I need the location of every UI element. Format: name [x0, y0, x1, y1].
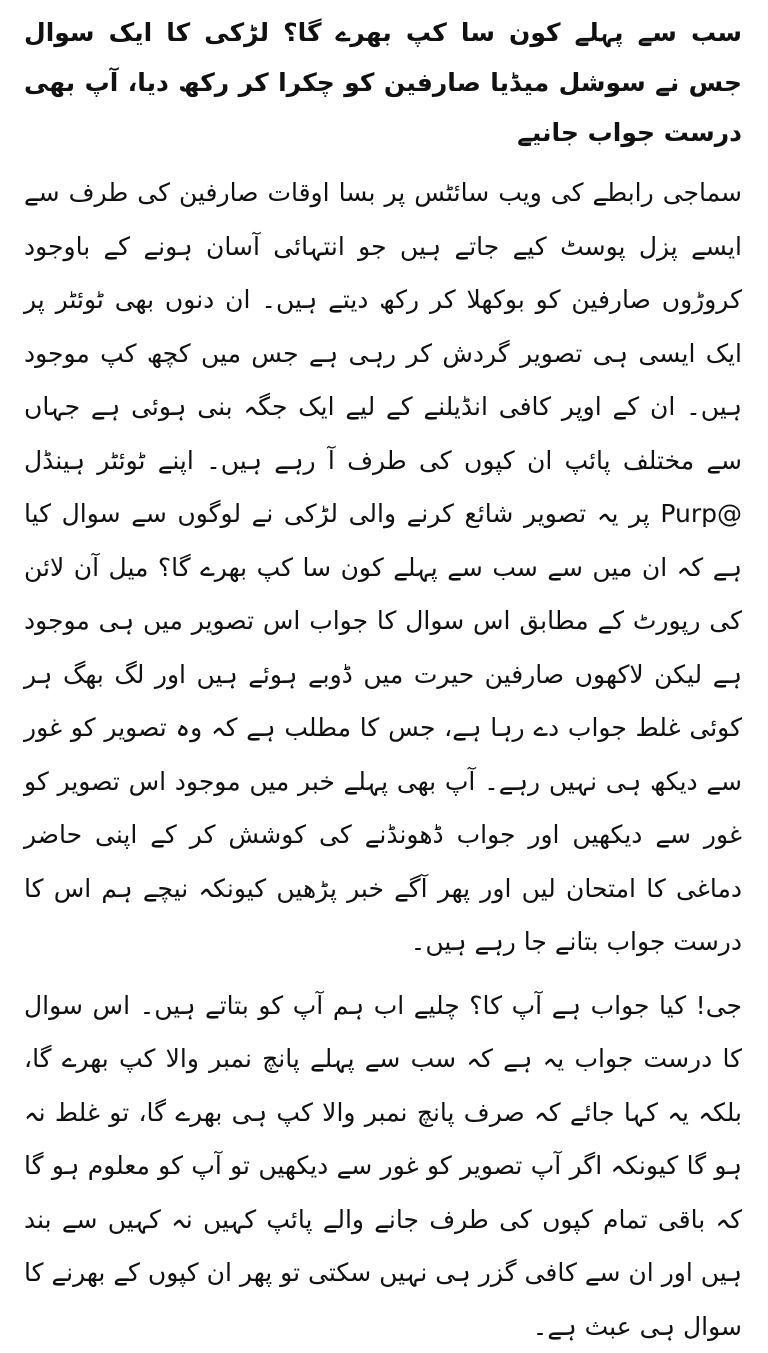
article-paragraph-2: جی! کیا جواب ہے آپ کا؟ چلیے اب ہم آپ کو بتاتے ہیں۔ اس سوال کا درست جواب یہ ہے کہ سب سے پہلے پانچ نمبر والا کپ بھرے گا، بلکہ یہ کہا جائے کہ صرف پانچ نمبر والا کپ ہی بھرے گا، تو غلط نہ ہو گا کیونکہ اگر آپ تصویر کو غور سے دیکھیں تو آپ کو معلوم ہو گا کہ باقی تمام کپوں کی طرف جانے والے پائپ کہیں نہ کہیں سے بند ہیں اور ان سے کافی گزر ہی نہیں سکتی تو پھر ان کپوں کے بھرنے کا سوال ہی عبث ہے۔ — [24, 979, 742, 1353]
article-paragraph-1: سماجی رابطے کی ویب سائٹس پر بسا اوقات صارفین کی طرف سے ایسے پزل پوسٹ کیے جاتے ہیں جو انتہائی آسان ہونے کے باوجود کروڑوں صارفین کو بوکھلا کر رکھ دیتے ہیں۔ ان دنوں بھی ٹوئٹر پر ایک ایسی ہی تصویر گردش کر رہی ہے جس میں کچھ کپ موجود ہیں۔ ان کے اوپر کافی انڈیلنے کے لیے ایک جگہ بنی ہوئی ہے جہاں سے مختلف پائپ ان کپوں کی طرف آ رہے ہیں۔ اپنے ٹوئٹر ہینڈل @Purp پر یہ تصویر شائع کرنے والی لڑکی نے لوگوں سے سوال کیا ہے کہ ان میں سے سب سے پہلے کون سا کپ بھرے گا؟ میل آن لائن کی رپورٹ کے مطابق اس سوال کا جواب اس تصویر میں ہی موجود ہے لیکن لاکھوں صارفین حیرت میں ڈوبے ہوئے ہیں اور لگ بھگ ہر کوئی غلط جواب دے رہا ہے، جس کا مطلب ہے کہ وہ تصویر کو غور سے دیکھ ہی نہیں رہے۔ آپ بھی پہلے خبر میں موجود اس تصویر کو غور سے دیکھیں اور جواب ڈھونڈنے کی کوشش کر کے اپنی حاضر دماغی کا امتحان لیں اور پھر آگے خبر پڑھیں کیونکہ نیچے ہم اس کا درست جواب بتانے جا رہے ہیں۔ — [24, 166, 742, 969]
article-headline: سب سے پہلے کون سا کپ بھرے گا؟ لڑکی کا ایک سوال جس نے سوشل میڈیا صارفین کو چکرا کر رکھ دیا، آپ بھی درست جواب جانیے — [24, 8, 742, 158]
